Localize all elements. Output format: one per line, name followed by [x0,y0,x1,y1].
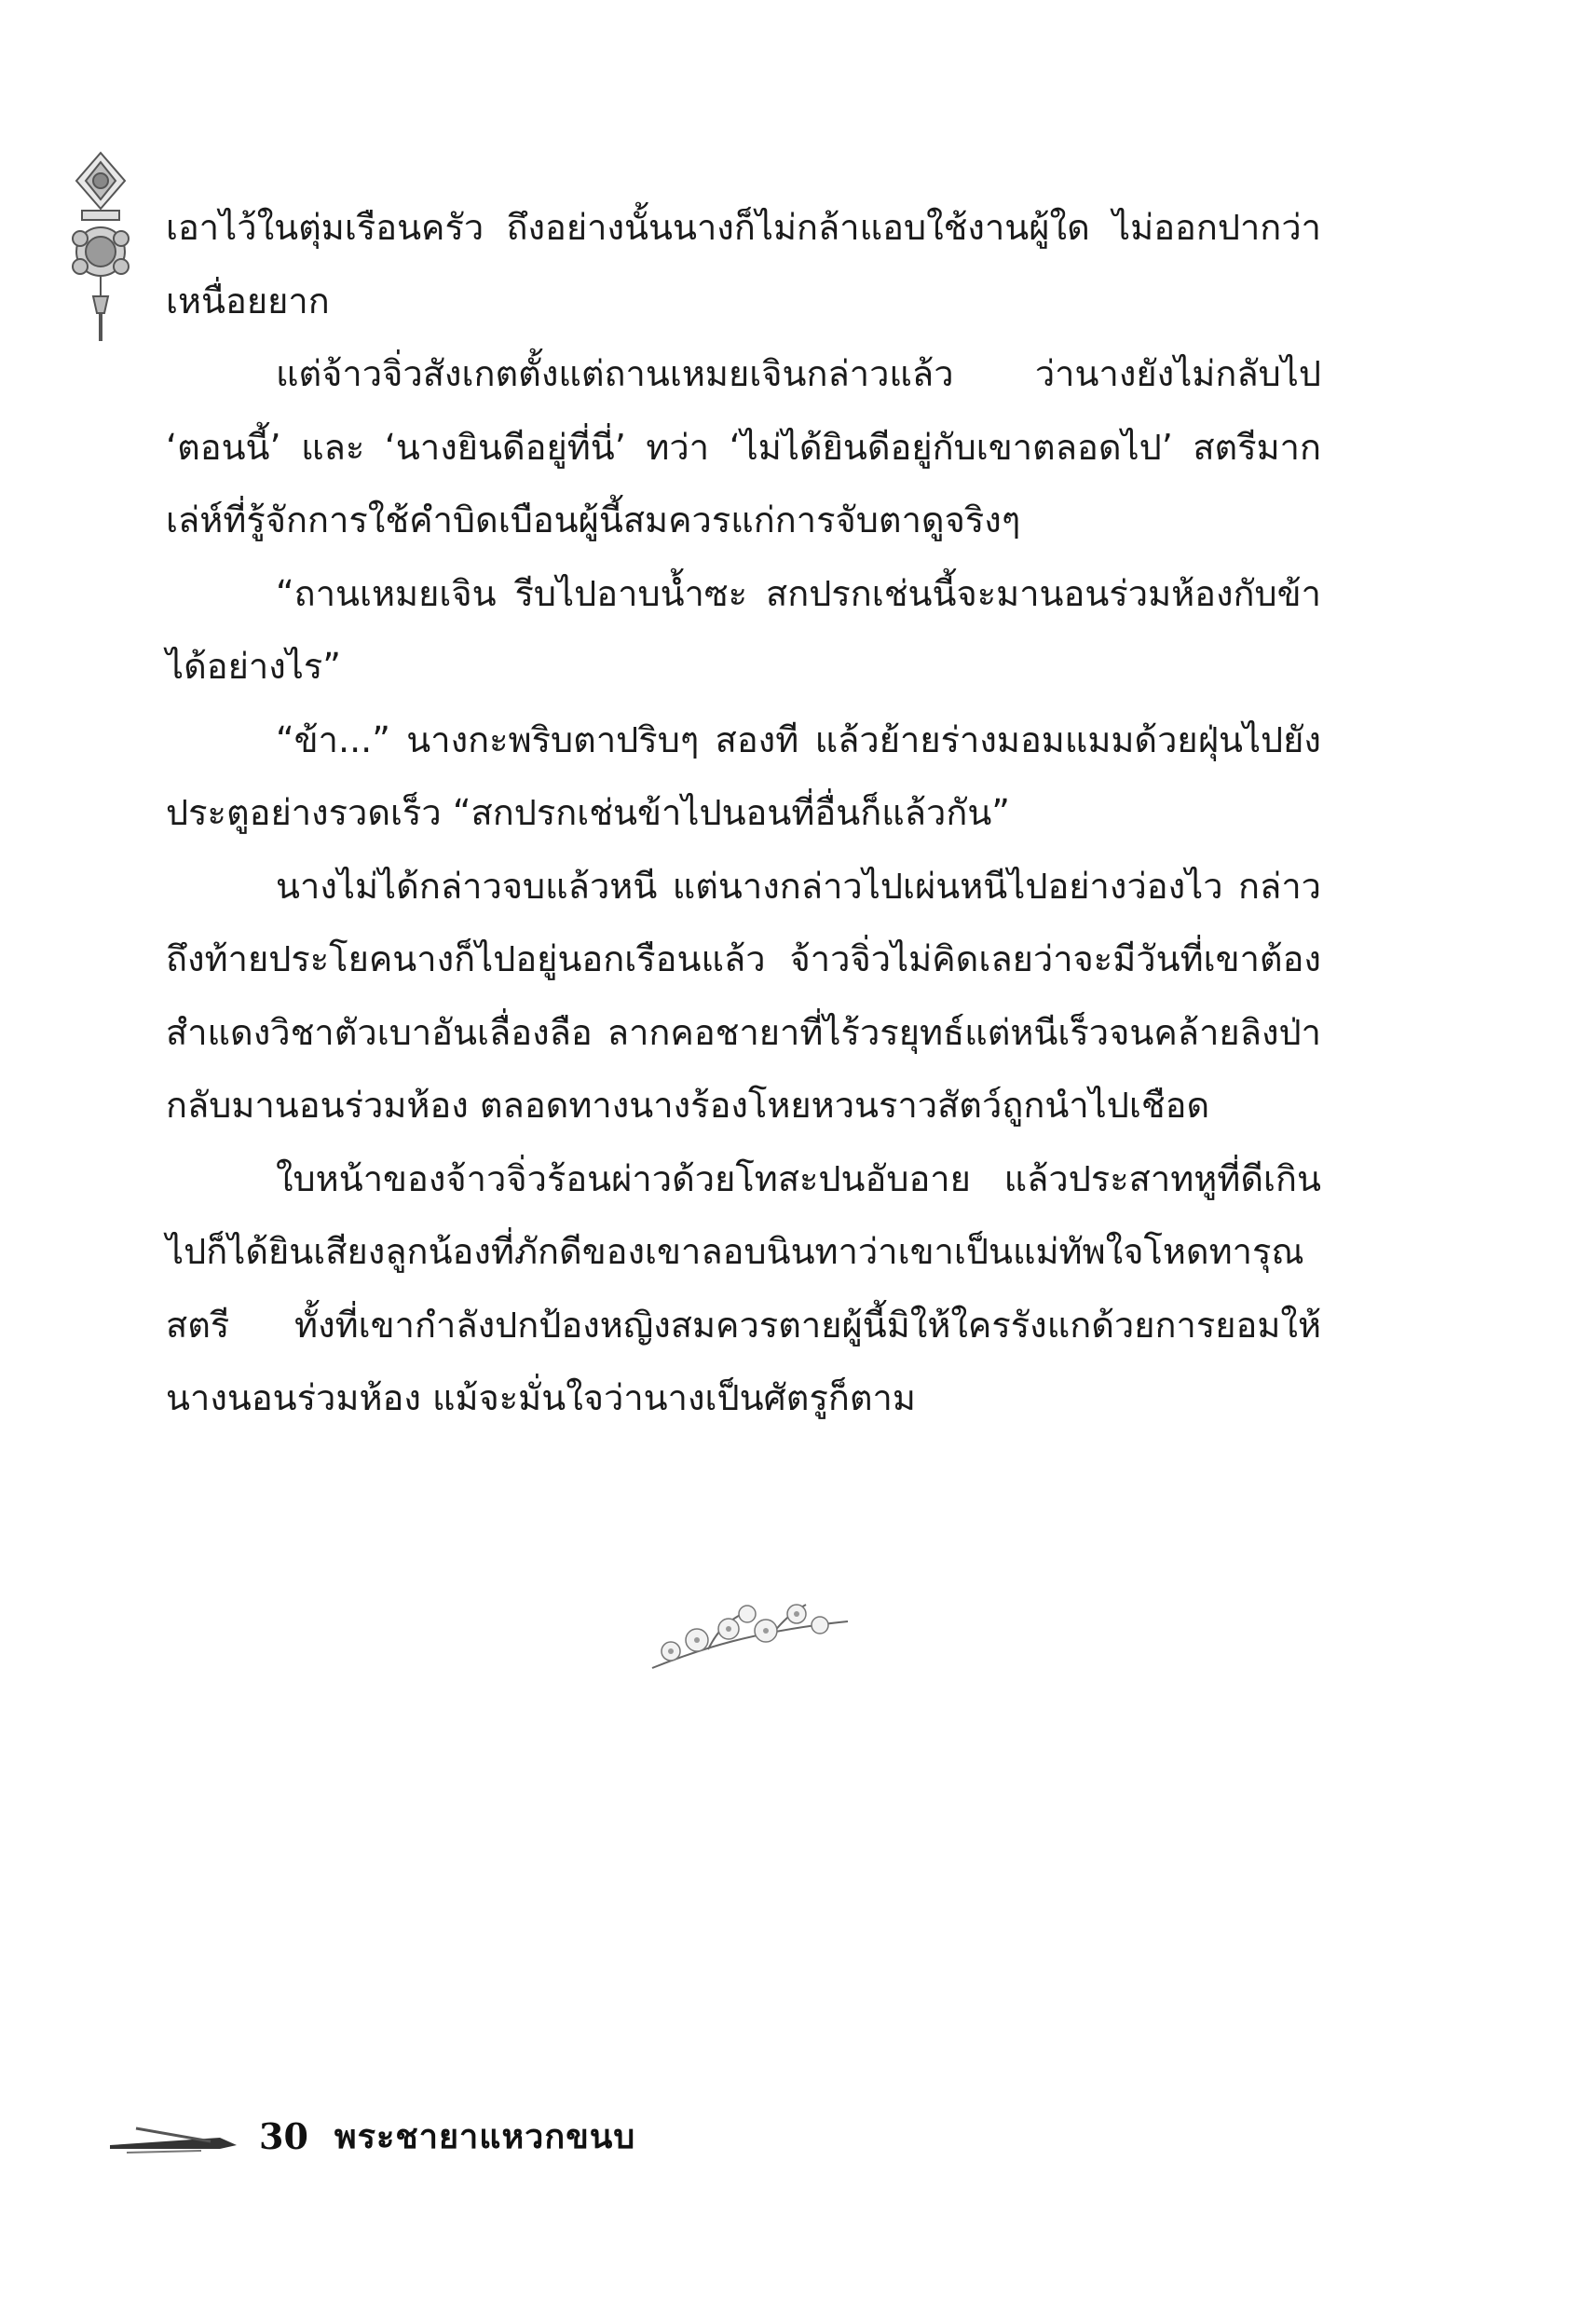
paragraph: แต่จ้าวจิ่วสังเกตตั้งแต่ถานเหมยเจินกล่าวแล้ว ว่านางยังไม่กลับไป ‘ตอนนี้’ และ ‘นางยินดีอยู่ที่นี่’ ทว่า ‘ไม่ได้ยินดีอยู่กับเขาตลอดไป’ สตรีมากเล่ห์ที่รู้จักการใช้คำบิดเบือนผู้นี้สมควรแก่การจับตาดูจริงๆ [166,353,1321,540]
paragraph: เอาไว้ในตุ่มเรือนครัว ถึงอย่างนั้นนางก็ไม่กล้าแอบใช้งานผู้ใด ไม่ออกปากว่าเหนื่อยยาก [166,207,1321,321]
paragraph: “ถานเหมยเจิน รีบไปอาบน้ำซะ สกปรกเช่นนี้จะมานอนร่วมห้องกับข้าได้อย่างไร” [166,572,1321,687]
brush-icon [108,2117,239,2154]
ornament-icon [67,149,134,345]
blossom-branch-icon [643,1593,857,1677]
paragraph: “ข้า...” นางกะพริบตาปริบๆ สองที แล้วย้ายร่างมอมแมมด้วยฝุ่นไปยังประตูอย่างรวดเร็ว “สกปรกเช่นข้าไปนอนที่อื่นก็แล้วกัน” [166,718,1321,833]
page-number: 30 [259,2114,308,2157]
page-footer [108,2108,635,2164]
paragraph: ใบหน้าของจ้าวจิ่วร้อนผ่าวด้วยโทสะปนอับอาย แล้วประสาทหูที่ดีเกินไปก็ได้ยินเสียงลูกน้องที่ภักดีของเขาลอบนินทาว่าเขาเป็นแม่ทัพใจโหดทารุณสตรี ทั้งที่เขากำลังปกป้องหญิงสมควรตายผู้นี้มิให้ใครรังแกด้วยการยอมให้นางนอนร่วมห้อง แม้จะมั่นใจว่านางเป็นศัตรูก็ตาม [166,1157,1321,1418]
body-text [166,191,1321,1435]
paragraph: นางไม่ได้กล่าวจบแล้วหนี แต่นางกล่าวไปเผ่นหนีไปอย่างว่องไว กล่าวถึงท้ายประโยคนางก็ไปอยู่นอกเรือนแล้ว จ้าวจิ่วไม่คิดเลยว่าจะมีวันที่เขาต้องสำแดงวิชาตัวเบาอันเลื่องลือ ลากคอชายาที่ไร้วรยุทธ์แต่หนีเร็วจนคล้ายลิงป่ากลับมานอนร่วมห้อง ตลอดทางนางร้องโหยหวนราวสัตว์ถูกนำไปเชือด [166,865,1321,1126]
book-title: พระชายาแหวกขนบ [334,2117,636,2156]
